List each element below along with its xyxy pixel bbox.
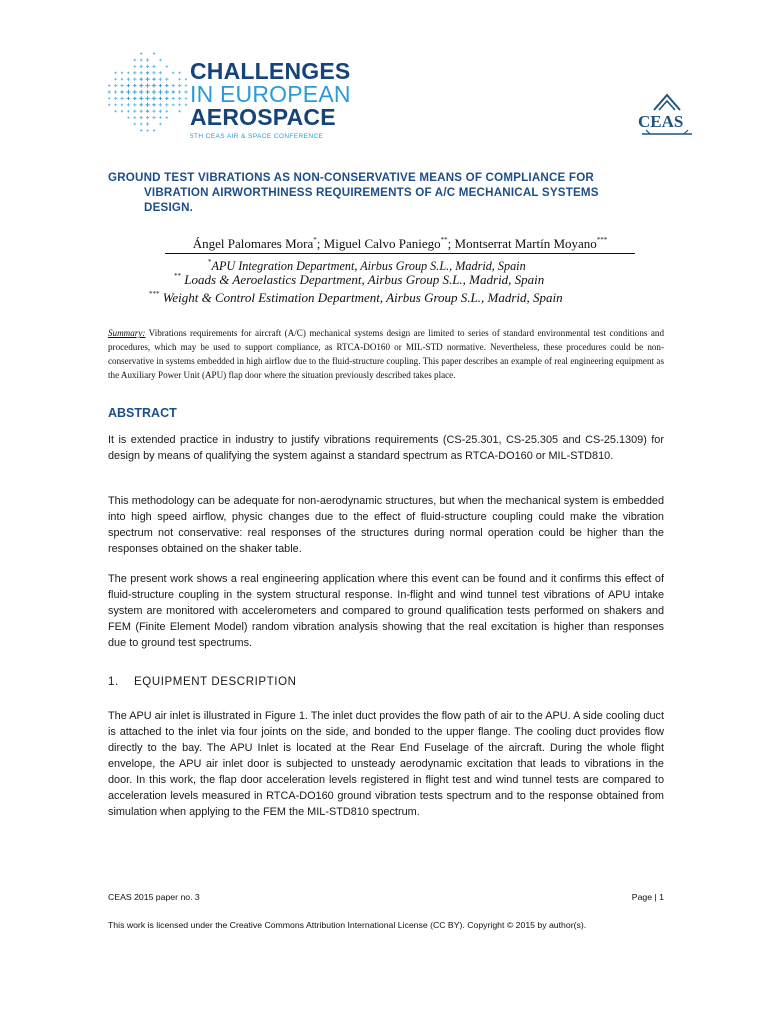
- section-number: 1.: [108, 676, 119, 688]
- author-name: Miguel Calvo Paniego: [323, 236, 441, 251]
- affiliation-text: APU Integration Department, Airbus Group S.L., Madrid, Spain: [211, 259, 526, 273]
- footer-page-number: Page | 1: [631, 892, 664, 902]
- affiliation-mark: ***: [149, 290, 160, 298]
- summary-paragraph: [108, 326, 664, 382]
- summary-text: Vibrations requirements for aircraft (A/C) mechanical systems design are limited to series of standard environmental test conditions and procedures, which may be used to support compliance, as RTCA-DO160 or MIL-STD normative. Nevertheless, these procedures could be non-conservative in systems embedded in high airflow due to the fluid-structure coupling. This paper describes an example of real engineering equipment as the Auxiliary Power Unit (APU) flap door where the situation previously described takes place.: [108, 328, 664, 380]
- affiliation: [149, 290, 563, 306]
- title-line: VIBRATION AIRWORTHINESS REQUIREMENTS OF A/C MECHANICAL SYSTEMS: [144, 186, 599, 199]
- section-paragraph: The APU air inlet is illustrated in Figure 1. The inlet duct provides the flow path of air to the APU. A side cooling duct is attached to the inlet via four joints on the side, and bonded to the upper flange. The cooling duct provides flow directly to the bay. The APU Inlet is located at the Rear End Fuselage of the aircraft. During the whole flight envelope, the APU air inlet door is subjected to unsteady aerodynamic excitation that leads to vibrations in the door. In this work, the flap door acceleration levels registered in flight test and wind tunnel tests are compared to acceleration levels measured in RTCA-DO160 ground vibration tests spectrum and to the response obtained from simulation when applying to the FEM the MIL-STD810 spectrum.: [108, 710, 664, 818]
- author-separator: ;: [447, 236, 455, 251]
- paper-title: [108, 170, 664, 215]
- title-line: GROUND TEST VIBRATIONS AS NON-CONSERVATIVE MEANS OF COMPLIANCE FOR: [108, 171, 594, 184]
- abstract-paragraph: This methodology can be adequate for non-aerodynamic structures, but when the mechanical system is embedded into high speed airflow, physic changes due to the effect of fluid-structure coupling could make the vibration spectrum not conservative: real responses of the structures during normal operation could be higher than the responses obtained on the shaker table.: [108, 495, 664, 555]
- author-list: [165, 236, 635, 254]
- footer-paper-number: CEAS 2015 paper no. 3: [108, 892, 200, 902]
- author-mark: ***: [596, 236, 608, 244]
- section-heading: [108, 676, 297, 688]
- author-name: Ángel Palomares Mora: [192, 236, 314, 251]
- author-mark: **: [440, 236, 448, 244]
- abstract-paragraph: It is extended practice in industry to justify vibrations requirements (CS-25.301, CS-25.305 and CS-25.1309) for design by means of qualifying the system against a standard spectrum as RTCA-DO160 or MIL-STD810.: [108, 434, 664, 462]
- author-separator: ;: [316, 236, 324, 251]
- author-name: Montserrat Martín Moyano: [454, 236, 597, 251]
- logo-line-challenges: CHALLENGES: [190, 58, 351, 84]
- section-title: EQUIPMENT DESCRIPTION: [134, 676, 297, 688]
- footer-license: This work is licensed under the Creative Commons Attribution International License (CC BY). Copyright © 2015 by author(s).: [108, 920, 587, 930]
- logo-subtitle: 5TH CEAS AIR & SPACE CONFERENCE: [190, 133, 324, 140]
- title-line: DESIGN.: [144, 201, 194, 214]
- star-cluster-icon: [104, 52, 190, 134]
- affiliation-text: Loads & Aeroelastics Department, Airbus Group S.L., Madrid, Spain: [181, 272, 545, 287]
- affiliation-text: Weight & Control Estimation Department, Airbus Group S.L., Madrid, Spain: [159, 290, 563, 305]
- affiliation: [174, 272, 544, 288]
- summary-label: Summary:: [108, 328, 146, 338]
- logo-line-in-european: IN EUROPEAN: [190, 81, 351, 107]
- abstract-heading: ABSTRACT: [108, 406, 177, 420]
- abstract-paragraph: The present work shows a real engineering application where this event can be found and it confirms this effect of fluid-structure coupling in the system structural response. In-flight and wind tunnel test vibrations of APU intake system are monitored with accelerometers and compared to ground qualification tests performed on shakers and FEM (Finite Element Model) random vibration analysis showing that the real excitation is higher than responses due to ground test spectrums.: [108, 573, 664, 649]
- affiliation-mark: **: [174, 272, 181, 280]
- logo-line-aerospace: AEROSPACE: [190, 104, 336, 130]
- affiliation-mark: *: [208, 258, 212, 266]
- author-mark: *: [313, 236, 317, 244]
- ceas-logo-text: CEAS: [638, 112, 684, 131]
